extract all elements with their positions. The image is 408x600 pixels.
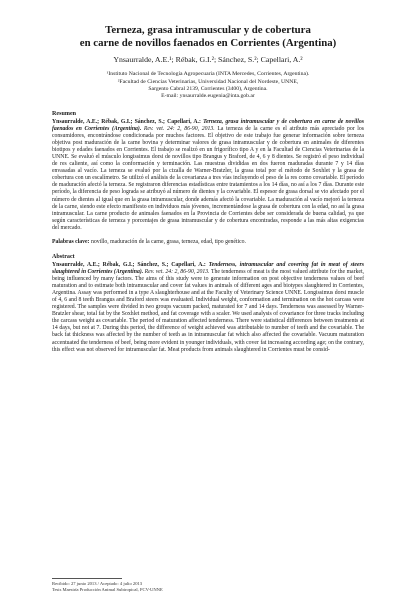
keywords xyxy=(52,239,364,246)
resumen-paragraph xyxy=(52,119,364,232)
resumen-citation-authors: Ynsaurralde, A.E.; Rébak, G.I.; Sánchez, S.; Capellari, A.: xyxy=(52,119,201,126)
journal-note: Tesis Maestría Producción Animal Subtropical, FCV-UNNE xyxy=(52,587,163,592)
keywords-text: novillo, maduración de la carne, grasa, terneza, edad, tipo genético. xyxy=(90,238,246,245)
abstract-paragraph xyxy=(52,262,364,354)
abstract-citation-title: Tenderness, intramuscular and covering fat in meat of steers slaughtered in Corrientes (Argentina). xyxy=(52,262,364,276)
received-date: Recibido: 27 junio 2013 / Aceptado: 4 julio 2013 xyxy=(52,581,143,586)
footer-notes xyxy=(52,578,163,593)
resumen-citation-ref: Rev. vet. 24: 2, 86-90, 2013. xyxy=(143,126,215,133)
article-title xyxy=(52,0,364,49)
article-title-line-2: en carne de novillos faenados en Corrientes (Argentina) xyxy=(79,36,337,49)
affiliation-line: Sargento Cabral 2139, Corrientes (3400), Argentina. xyxy=(148,86,268,92)
resumen-body: La terneza de la carne es el atributo más apreciado por los consumidores, encontrándose condicionada por muchos factores. El objetivo de este trabajo fue generar información sobre terneza objetiva post maduración de la carne bovina y determinar valores de grasa intramuscular y de cobertura en animales de diferentes biotipos y edades faenados en Corrientes. El trabajo se realizó en un frigorífico tipo A y en la Facultad de Ciencias Veterinarias de la UNNE. Se evaluó el músculo longissimus dorsi de novillos tipo Brangus y Braford, de 4, 6 y 8 dientes. Se registró el peso individual de res caliente, así como la conformación y terminación. Las muestras divididas en dos fueron maduradas durante 7 y 14 días envasadas al vacío. La terneza se evaluó por la cizalla de Warner-Bratzler, la grasa total por el método de Soxhlet y la grasa de cobertura con un escalímetro. Se utilizó el análisis de la covarianza a tres vías incluyendo el peso de la res como covariable. El período de maduración afectó la terneza. Se registraron diferencias estadísticas entre tratamientos a los 14 días, no así a los 7 días. Durante este período, la diferencia de peso lograda se atribuyó al número de dientes y la covariable. El espesor de grasa dorsal se vio afectado por el número de dientes al igual que en la grasa intramuscular, donde además afectó la covariable. La maduración al vacío mejoró la terneza de la carne, siendo este efecto manifiesto en individuos más jóvenes, incrementándose la grasa de cobertura con la edad, no así la grasa intramuscular. La carne producto de animales faenados en la Provincia de Corrientes debe ser considerada de buena calidad, ya que según características de terneza y porcentajes de grasa intramuscular y de cobertura encontradas, responde a las más altas exigencias del mercado. xyxy=(52,126,365,231)
resumen-heading: Resumen xyxy=(52,110,77,117)
abstract-citation-authors: Ynsaurralde, A.E.; Rébak, G.I.; Sánchez, S.; Capellari, A.: xyxy=(52,262,206,269)
article-title-line-1: Terneza, grasa intramuscular y de cobertura xyxy=(105,24,311,36)
affiliation-line: ²Facultad de Ciencias Veterinarias, Universidad Nacional del Nordeste, UNNE, xyxy=(117,78,299,85)
abstract-citation-ref: Rev. vet. 24: 2, 86-90, 2013. xyxy=(144,269,210,276)
footer-divider xyxy=(52,578,122,579)
abstract-body: The tenderness of meat is the most valued attribute for the market, being influenced by many factors. The aims of this study were to generate information on post objective tenderness values of beef maturation and to estimate both intramuscular and cover fat values in animals of different ages and biotypes slaughtered in Corrientes, Argentina. Assay was performed in a type A slaughterhouse and at the Faculty of Veterinary Science UNNE. Longissimus dorsi muscle of 4, 6 and 8 teeth Brangus and Braford steers was evaluated. Individual weight, conformation and termination on the hot carcass were registered. The samples were divided in two groups vacuum packed, maturated for 7 and 14 days. Tenderness was assessed by Warner-Bratzler shear, total fat by the Soxhlet method, and fat coverage with a scaler. We used analysis of covariance for three tracks including the carcass weight as covariable. The period of maturation affected tenderness. There were statistical differences between treatments at 14 days, but not at 7. During this period, the difference of weight achieved was attributable to number of teeth and the covariable. The back fat thickness was affected by the number of teeth as in intramuscular fat which also affected the covariable. Vacuum maturation accentuated the tenderness of beef, being more evident in younger individuals, with cover fat increasing according age; on the contrary, this effect was not observed for intramuscular fat. Meat products from animals slaughtered in Corrientes must be consid- xyxy=(52,269,364,353)
resumen-citation-title: Terneza, grasa intramuscular y de cobertura en carne de novillos faenados en Corrientes (Argentina). xyxy=(52,119,364,133)
keywords-label: Palabras clave: xyxy=(52,238,90,245)
abstract-heading: Abstract xyxy=(52,253,75,260)
affiliation-line: ¹Instituto Nacional de Tecnología Agropecuaria (INTA Mercedes, Corrientes, Argentina). xyxy=(106,71,310,78)
author-list: Ynsaurralde, A.E.¹; Rébak, G.I.²; Sánchez, S.²; Capellari, A.² xyxy=(113,55,303,65)
affiliations xyxy=(52,71,364,101)
affiliation-email: E-mail: ynsaurralde.eugenia@inta.gob.ar xyxy=(161,93,255,100)
